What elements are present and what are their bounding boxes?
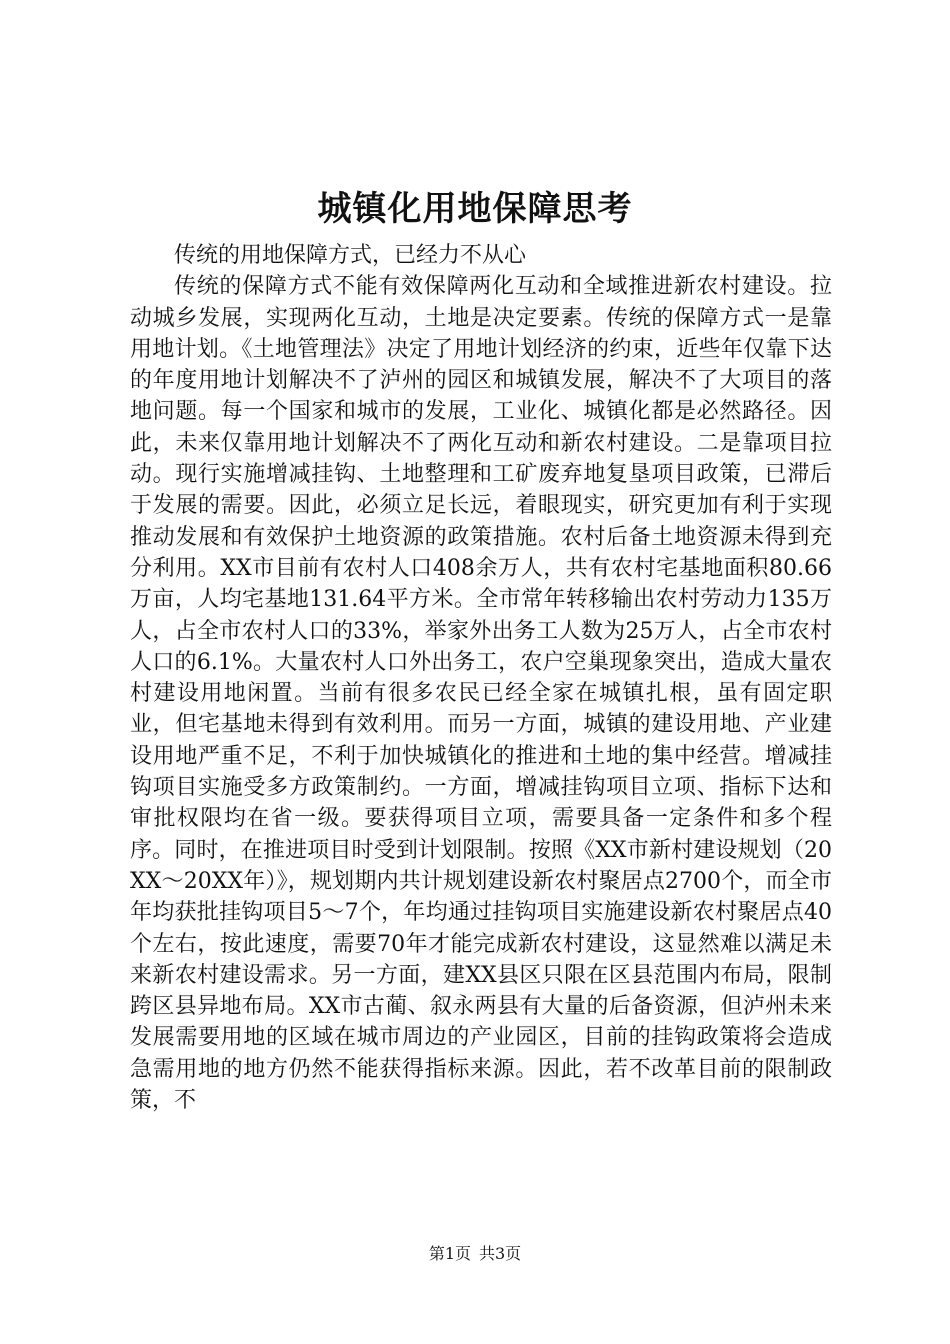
section-heading: 传统的用地保障方式，已经力不从心 — [174, 243, 527, 268]
page-footer — [0, 1243, 950, 1265]
body-paragraph: 传统的保障方式不能有效保障两化互动和全域推进新农村建设。拉动城乡发展，实现两化互动，土地是决定要素。传统的保障方式一是靠用地计划。《土地管理法》决定了用地计划经济的约束，近些年仅靠下达的年度用地计划解决不了泸州的园区和城镇发展，解决不了大项目的落地问题。每一个国家和城市的发展，工业化、城镇化都是必然路径。因此，未来仅靠用地计划解决不了两化互动和新农村建设。二是靠项目拉动。现行实施增减挂钩、土地整理和工矿废弃地复垦项目政策，已滞后于发展的需要。因此，必须立足长远，着眼现实，研究更加有利于实现推动发展和有效保护土地资源的政策措施。农村后备土地资源未得到充分利用。XX市目前有农村人口408余万人，共有农村宅基地面积80.66万亩，人均宅基地131.64平方米。全市常年转移输出农村劳动力135万人，占全市农村人口的33%，举家外出务工人数为25万人，占全市农村人口的6.1%。大量农村人口外出务工，农户空巢现象突出，造成大量农村建设用地闲置。当前有很多农民已经全家在城镇扎根，虽有固定职业，但宅基地未得到有效利用。而另一方面，城镇的建设用地、产业建设用地严重不足，不利于加快城镇化的推进和土地的集中经营。增减挂钩项目实施受多方政策制约。一方面，增减挂钩项目立项、指标下达和审批权限均在省一级。要获得项目立项，需要具备一定条件和多个程序。同时，在推进项目时受到计划限制。按照《XX市新村建设规划（20XX～20XX年）》，规划期内共计规划建设新农村聚居点2700个，而全市年均获批挂钩项目5～7个，年均通过挂钩项目实施建设新农村聚居点40个左右，按此速度，需要70年才能完成新农村建设，这显然难以满足未来新农村建设需求。另一方面，建XX县区只限在区县范围内布局，限制跨区县异地布局。XX市古蔺、叙永两县有大量的后备资源，但泸州未来发展需要用地的区域在城市周边的产业园区，目前的挂钩政策将会造成急需用地的地方仍然不能获得指标来源。因此，若不改革目前的限制政策，不 — [130, 274, 832, 1114]
page-number: 第1页 — [428, 1244, 471, 1263]
document-body — [130, 240, 832, 1116]
document-title: 城镇化用地保障思考 — [317, 189, 633, 229]
page-count: 共3页 — [479, 1244, 522, 1263]
